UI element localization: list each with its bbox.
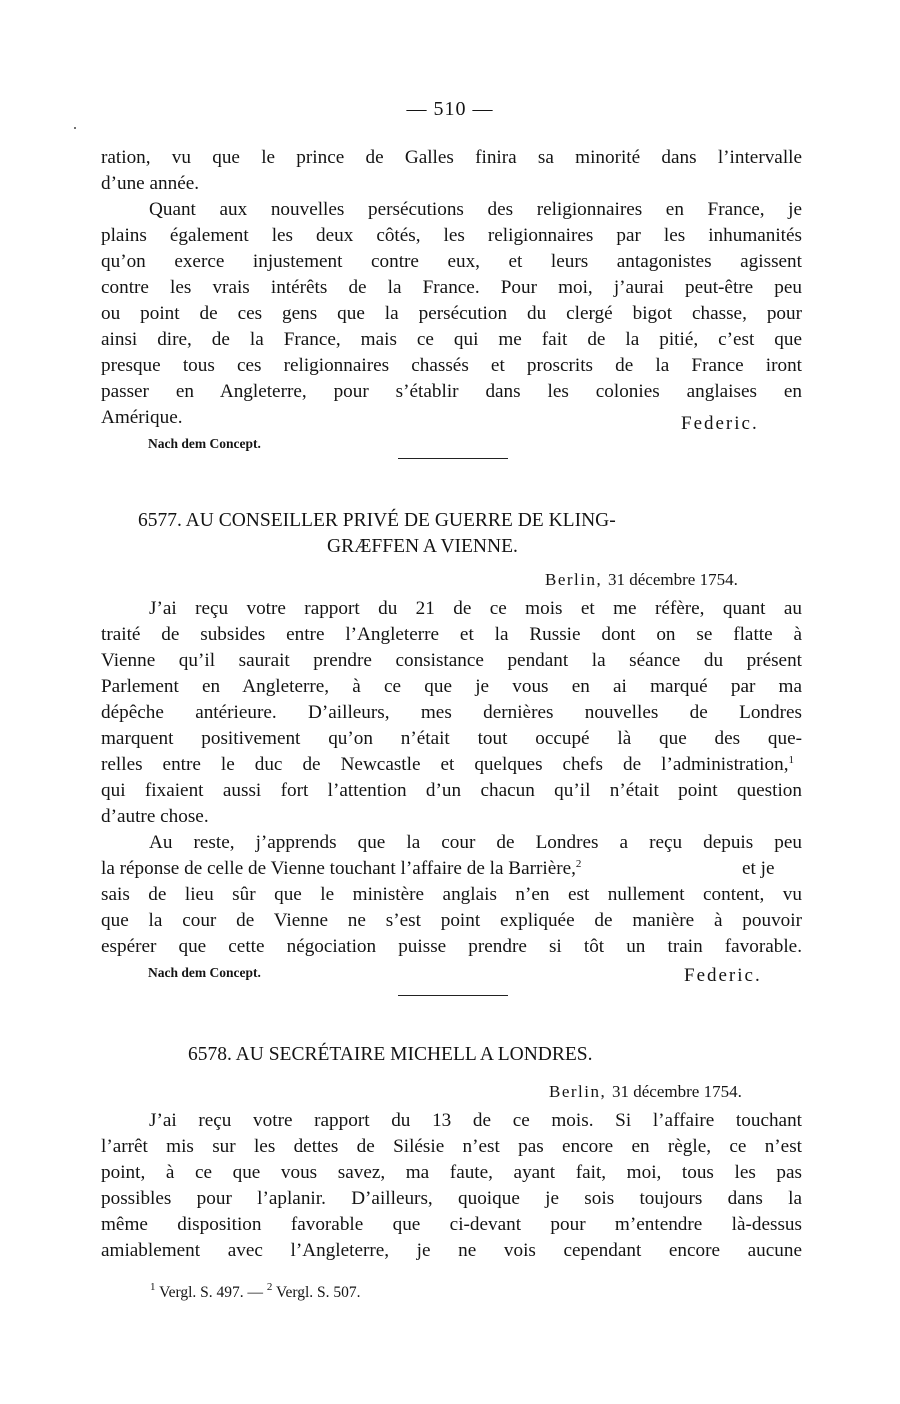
source-note: Nach dem Concept. <box>148 965 261 980</box>
text-span: relles entre le duc de Newcastle et quelques chefs de l’administration, <box>101 754 789 775</box>
text-span: et je <box>742 858 775 879</box>
text-line: plains également les deux côtés, les religionnaires par les inhumanités <box>101 225 802 246</box>
text-line: Au reste, j’apprends que la cour de Londres a reçu depuis peu <box>149 832 802 853</box>
text-line: que la cour de Vienne ne s’est point expliquée de manière à pouvoir <box>101 910 802 931</box>
text-line: ainsi dire, de la France, mais ce qui me fait de la pitié, c’est que <box>101 329 802 350</box>
date: 31 décembre 1754. <box>612 1082 742 1101</box>
text-line: possibles pour l’aplanir. D’ailleurs, quoique je sois toujours dans la <box>101 1188 802 1209</box>
text-line: marquent positivement qu’on n’était tout occupé là que des que- <box>101 728 802 749</box>
footnote-mark: 1 <box>150 1281 156 1293</box>
text-line: ration, vu que le prince de Galles finira sa minorité dans l’intervalle <box>101 147 802 168</box>
text-line: qu’on exerce injustement contre eux, et leurs antagonistes agissent <box>101 251 802 272</box>
footnote-mark: 2 <box>575 858 582 870</box>
text-line: d’autre chose. <box>101 806 209 827</box>
scan-speck <box>74 127 76 129</box>
signature: Federic. <box>681 413 759 434</box>
footnote-text: Vergl. S. 497. — <box>159 1284 264 1301</box>
section-divider <box>398 995 508 996</box>
letter-date-6577 <box>545 570 738 590</box>
text-line: sais de lieu sûr que le ministère anglais n’en est nullement content, vu <box>101 884 802 905</box>
letter-title-6578: 6578. AU SECRÉTAIRE MICHELL A LONDRES. <box>188 1044 593 1065</box>
text-line <box>101 856 802 882</box>
footnote-mark: 1 <box>788 754 794 766</box>
text-line: qui fixaient aussi fort l’attention d’un chacun qu’il n’était point question <box>101 780 802 801</box>
text-line: d’une année. <box>101 173 200 194</box>
text-line: Vienne qu’il saurait prendre consistance pendant la séance du présent <box>101 650 802 671</box>
text-line: contre les vrais intérêts de la France. Pour moi, j’aurai peut-être peu <box>101 277 802 298</box>
place: Berlin, <box>545 570 603 589</box>
page-number-header: — 510 — <box>406 98 494 120</box>
text-line <box>101 752 794 778</box>
footnotes <box>150 1281 361 1302</box>
text-line: amiablement avec l’Angleterre, je ne vois cependant encore aucune <box>101 1240 802 1261</box>
text-line: l’arrêt mis sur les dettes de Silésie n’est pas encore en règle, ce n’est <box>101 1136 802 1157</box>
text-line: passer en Angleterre, pour s’établir dans les colonies anglaises en <box>101 381 802 402</box>
text-line: traité de subsides entre l’Angleterre et la Russie dont on se flatte à <box>101 624 802 645</box>
text-line: espérer que cette négociation puisse prendre si tôt un train favorable. <box>101 936 802 957</box>
text-line: J’ai reçu votre rapport du 13 de ce mois. Si l’affaire touchant <box>149 1110 802 1131</box>
signature: Federic. <box>684 965 762 986</box>
text-line: Parlement en Angleterre, à ce que je vous en ai marqué par ma <box>101 676 802 697</box>
place: Berlin, <box>549 1082 607 1101</box>
letter-date-6578 <box>549 1082 742 1102</box>
text-line: Amérique. <box>101 407 183 428</box>
text-line: dépêche antérieure. D’ailleurs, mes dernières nouvelles de Londres <box>101 702 802 723</box>
footnote-text: Vergl. S. 507. <box>276 1284 361 1301</box>
section-divider <box>398 458 508 459</box>
text-line: Quant aux nouvelles persécutions des religionnaires en France, je <box>149 199 802 220</box>
text-line: ou point de ces gens que la persécution du clergé bigot chasse, pour <box>101 303 802 324</box>
text-line: J’ai reçu votre rapport du 21 de ce mois et me réfère, quant au <box>149 598 802 619</box>
source-note: Nach dem Concept. <box>148 436 261 451</box>
text-line: presque tous ces religionnaires chassés et proscrits de la France iront <box>101 355 802 376</box>
letter-title-6577-line2: GRÆFFEN A VIENNE. <box>327 536 518 557</box>
text-span: la réponse de celle de Vienne touchant l’affaire de la Barrière, <box>101 858 576 879</box>
letter-title-6577-line1: 6577. AU CONSEILLER PRIVÉ DE GUERRE DE KLING- <box>138 510 616 531</box>
text-line: même disposition favorable que ci-devant pour m’entendre là-dessus <box>101 1214 802 1235</box>
footnote-mark: 2 <box>266 1281 273 1293</box>
date: 31 décembre 1754. <box>608 570 738 589</box>
text-line: point, à ce que vous savez, ma faute, ayant fait, moi, tous les pas <box>101 1162 802 1183</box>
